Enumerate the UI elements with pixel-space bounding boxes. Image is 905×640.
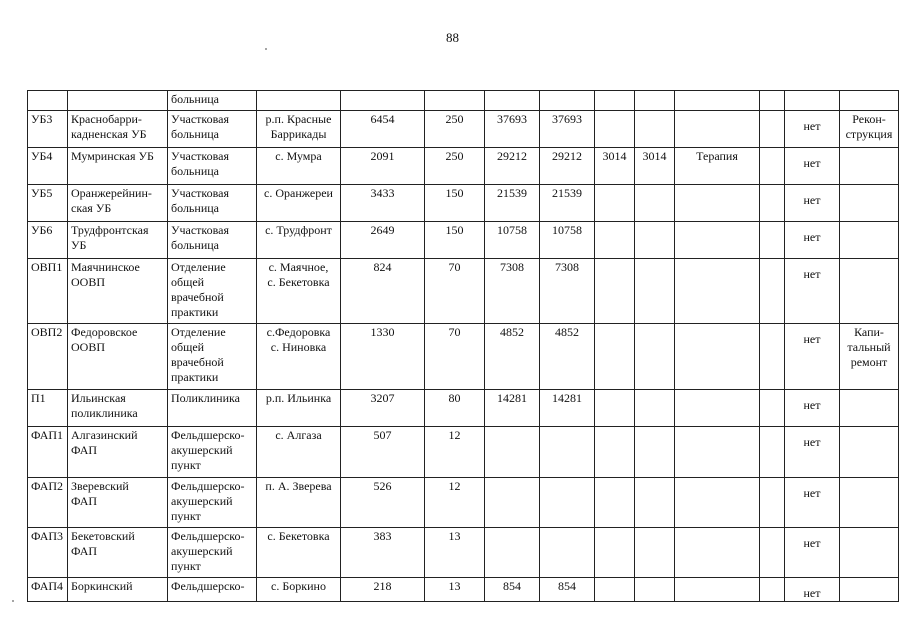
cell-value-1 <box>485 427 540 478</box>
cell-value-2: 854 <box>540 578 595 602</box>
cell-name <box>68 91 168 111</box>
cell-type: Участковая больница <box>168 111 257 148</box>
cell-value-3 <box>595 111 635 148</box>
cell-note <box>840 148 899 185</box>
cell-flag: нет <box>785 528 840 578</box>
cell-value-4 <box>635 390 675 427</box>
cell-population: 1330 <box>341 324 425 390</box>
cell-flag: нет <box>785 222 840 259</box>
cell-note: Капи- тальный ремонт <box>840 324 899 390</box>
cell-location <box>257 91 341 111</box>
cell-value-4 <box>635 578 675 602</box>
cell-empty <box>760 324 785 390</box>
cell-note <box>840 222 899 259</box>
cell-flag: нет <box>785 478 840 528</box>
cell-value-3 <box>595 427 635 478</box>
cell-code: ОВП2 <box>28 324 68 390</box>
cell-value-2 <box>540 427 595 478</box>
cell-value-1: 37693 <box>485 111 540 148</box>
cell-value-1: 29212 <box>485 148 540 185</box>
cell-note <box>840 259 899 324</box>
cell-type: Поликлиника <box>168 390 257 427</box>
cell-flag: нет <box>785 324 840 390</box>
cell-capacity: 250 <box>425 148 485 185</box>
cell-population: 526 <box>341 478 425 528</box>
cell-value-2: 4852 <box>540 324 595 390</box>
cell-profile: Терапия <box>675 148 760 185</box>
cell-note <box>840 578 899 602</box>
cell-type: Отделение общей врачебной практики <box>168 259 257 324</box>
cell-value-1: 7308 <box>485 259 540 324</box>
cell-location: р.п. Ильинка <box>257 390 341 427</box>
cell-profile <box>675 578 760 602</box>
cell-capacity: 150 <box>425 222 485 259</box>
cell-empty <box>760 148 785 185</box>
cell-value-4 <box>635 478 675 528</box>
cell-value-4 <box>635 91 675 111</box>
cell-code: ФАП1 <box>28 427 68 478</box>
table-row <box>28 390 899 427</box>
cell-empty <box>760 390 785 427</box>
cell-code: ФАП4 <box>28 578 68 602</box>
table-row <box>28 528 899 578</box>
cell-note <box>840 528 899 578</box>
cell-value-2: 7308 <box>540 259 595 324</box>
table-row <box>28 222 899 259</box>
cell-population: 824 <box>341 259 425 324</box>
cell-empty <box>760 578 785 602</box>
cell-flag: нет <box>785 578 840 602</box>
cell-capacity: 80 <box>425 390 485 427</box>
cell-location: с. Мумра <box>257 148 341 185</box>
cell-type: Отделение общей врачебной практики <box>168 324 257 390</box>
cell-value-4 <box>635 111 675 148</box>
cell-value-2: 10758 <box>540 222 595 259</box>
cell-profile <box>675 185 760 222</box>
cell-location: с. Бекетовка <box>257 528 341 578</box>
cell-capacity: 13 <box>425 528 485 578</box>
cell-type: Участковая больница <box>168 148 257 185</box>
cell-capacity: 150 <box>425 185 485 222</box>
cell-value-3 <box>595 478 635 528</box>
cell-name: Бекетовский ФАП <box>68 528 168 578</box>
table-row <box>28 259 899 324</box>
cell-type: Фельдшерско- акушерский пункт <box>168 427 257 478</box>
cell-flag: нет <box>785 390 840 427</box>
table-row <box>28 91 899 111</box>
cell-value-1: 10758 <box>485 222 540 259</box>
cell-capacity: 12 <box>425 478 485 528</box>
cell-population <box>341 91 425 111</box>
cell-name: Боркинский <box>68 578 168 602</box>
cell-note <box>840 478 899 528</box>
cell-population: 383 <box>341 528 425 578</box>
page-number: 88 <box>446 30 459 45</box>
cell-value-3 <box>595 324 635 390</box>
cell-location: с. Трудфронт <box>257 222 341 259</box>
cell-name: Оранжерейнин- ская УБ <box>68 185 168 222</box>
cell-name: Трудфронтская УБ <box>68 222 168 259</box>
cell-empty <box>760 259 785 324</box>
cell-type: больница <box>168 91 257 111</box>
cell-code: ФАП3 <box>28 528 68 578</box>
cell-code: УБ3 <box>28 111 68 148</box>
cell-value-3: 3014 <box>595 148 635 185</box>
cell-profile <box>675 111 760 148</box>
cell-profile <box>675 91 760 111</box>
cell-code: УБ5 <box>28 185 68 222</box>
cell-value-1 <box>485 91 540 111</box>
cell-location: с. Боркино <box>257 578 341 602</box>
table-row <box>28 578 899 602</box>
cell-value-1: 854 <box>485 578 540 602</box>
cell-empty <box>760 528 785 578</box>
cell-name: Мумринская УБ <box>68 148 168 185</box>
cell-code: П1 <box>28 390 68 427</box>
cell-capacity: 13 <box>425 578 485 602</box>
cell-value-1: 21539 <box>485 185 540 222</box>
cell-note <box>840 390 899 427</box>
cell-value-4 <box>635 259 675 324</box>
cell-value-2 <box>540 528 595 578</box>
cell-value-4 <box>635 324 675 390</box>
cell-flag: нет <box>785 427 840 478</box>
cell-location: п. А. Зверева <box>257 478 341 528</box>
cell-note <box>840 91 899 111</box>
cell-value-1: 14281 <box>485 390 540 427</box>
cell-profile <box>675 259 760 324</box>
cell-code: ОВП1 <box>28 259 68 324</box>
cell-flag: нет <box>785 111 840 148</box>
cell-note <box>840 427 899 478</box>
cell-value-3 <box>595 91 635 111</box>
cell-empty <box>760 91 785 111</box>
cell-location: с. Алгаза <box>257 427 341 478</box>
cell-capacity: 12 <box>425 427 485 478</box>
cell-flag <box>785 91 840 111</box>
cell-capacity: 70 <box>425 324 485 390</box>
table-row <box>28 324 899 390</box>
cell-note: Рекон- струкция <box>840 111 899 148</box>
cell-capacity <box>425 91 485 111</box>
cell-profile <box>675 390 760 427</box>
cell-value-4 <box>635 427 675 478</box>
cell-value-2: 29212 <box>540 148 595 185</box>
cell-value-2: 21539 <box>540 185 595 222</box>
cell-flag: нет <box>785 185 840 222</box>
cell-name: Зверевский ФАП <box>68 478 168 528</box>
cell-value-4: 3014 <box>635 148 675 185</box>
cell-type: Фельдшерско- акушерский пункт <box>168 528 257 578</box>
cell-capacity: 70 <box>425 259 485 324</box>
cell-value-2: 37693 <box>540 111 595 148</box>
cell-value-3 <box>595 259 635 324</box>
facilities-table-body <box>28 91 899 602</box>
cell-value-3 <box>595 578 635 602</box>
cell-name: Федоровское ООВП <box>68 324 168 390</box>
cell-code <box>28 91 68 111</box>
cell-profile <box>675 222 760 259</box>
table-row <box>28 185 899 222</box>
cell-location: с. Оранжереи <box>257 185 341 222</box>
cell-empty <box>760 478 785 528</box>
cell-population: 6454 <box>341 111 425 148</box>
cell-profile <box>675 324 760 390</box>
cell-code: УБ6 <box>28 222 68 259</box>
cell-code: УБ4 <box>28 148 68 185</box>
cell-note <box>840 185 899 222</box>
cell-value-3 <box>595 390 635 427</box>
facilities-table <box>27 90 899 602</box>
cell-value-1 <box>485 478 540 528</box>
cell-population: 218 <box>341 578 425 602</box>
cell-population: 3207 <box>341 390 425 427</box>
cell-value-2 <box>540 91 595 111</box>
cell-name: Маячнинское ООВП <box>68 259 168 324</box>
table-row <box>28 427 899 478</box>
cell-population: 2649 <box>341 222 425 259</box>
cell-flag: нет <box>785 259 840 324</box>
cell-empty <box>760 427 785 478</box>
cell-value-2: 14281 <box>540 390 595 427</box>
cell-value-3 <box>595 222 635 259</box>
cell-empty <box>760 111 785 148</box>
cell-value-4 <box>635 222 675 259</box>
scan-speck <box>265 48 267 50</box>
cell-type: Участковая больница <box>168 222 257 259</box>
cell-empty <box>760 185 785 222</box>
table-row <box>28 111 899 148</box>
cell-name: Алгазинский ФАП <box>68 427 168 478</box>
cell-value-1: 4852 <box>485 324 540 390</box>
cell-value-4 <box>635 185 675 222</box>
cell-empty <box>760 222 785 259</box>
cell-type: Фельдшерско- <box>168 578 257 602</box>
cell-value-1 <box>485 528 540 578</box>
cell-profile <box>675 528 760 578</box>
cell-name: Ильинская поликлиника <box>68 390 168 427</box>
cell-population: 2091 <box>341 148 425 185</box>
cell-location: с. Маячное, с. Бекетовка <box>257 259 341 324</box>
cell-type: Участковая больница <box>168 185 257 222</box>
cell-location: р.п. Красные Баррикады <box>257 111 341 148</box>
cell-capacity: 250 <box>425 111 485 148</box>
cell-location: с.Федоровка с. Ниновка <box>257 324 341 390</box>
cell-value-2 <box>540 478 595 528</box>
table-row <box>28 478 899 528</box>
cell-profile <box>675 478 760 528</box>
scan-speck <box>12 600 14 602</box>
cell-code: ФАП2 <box>28 478 68 528</box>
cell-profile <box>675 427 760 478</box>
cell-population: 3433 <box>341 185 425 222</box>
cell-name: Краснобарри- кадненская УБ <box>68 111 168 148</box>
table-row <box>28 148 899 185</box>
cell-value-4 <box>635 528 675 578</box>
cell-flag: нет <box>785 148 840 185</box>
cell-value-3 <box>595 528 635 578</box>
cell-type: Фельдшерско- акушерский пункт <box>168 478 257 528</box>
cell-population: 507 <box>341 427 425 478</box>
cell-value-3 <box>595 185 635 222</box>
